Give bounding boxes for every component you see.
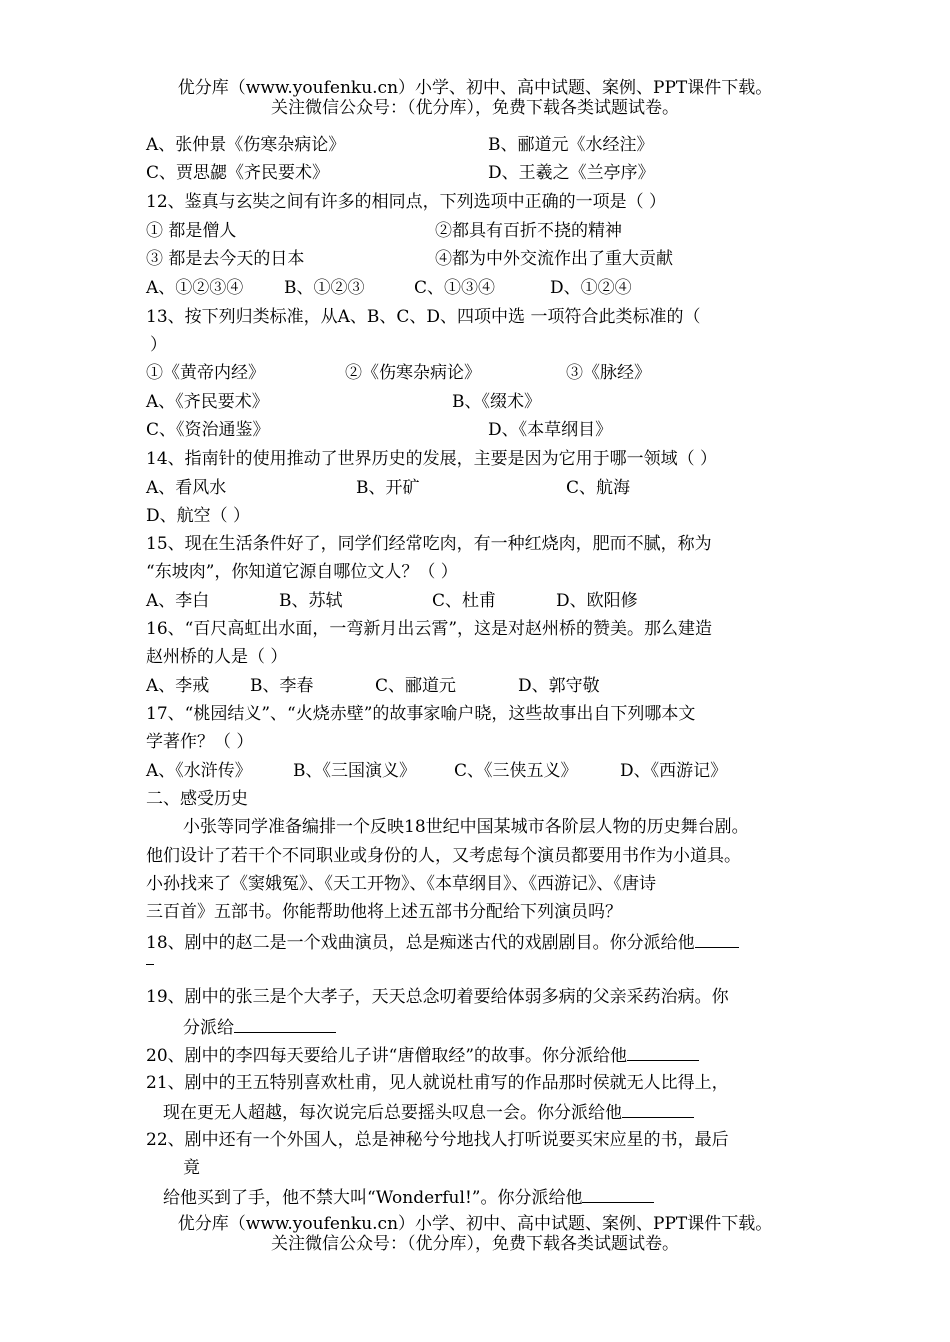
q12-statement-4: ④都为中外交流作出了重大贡献	[435, 249, 673, 269]
q13-option-c: C、《资治通鉴》	[146, 420, 270, 440]
q11-option-d: D、王羲之《兰亭序》	[488, 163, 655, 183]
q18-stem	[146, 929, 739, 955]
q22-stem: 22、剧中还有一个外国人，总是神秘兮兮地找人打听说要买宋应星的书，最后	[146, 1130, 729, 1150]
q13-source-2: ②《伤寒杂病论》	[345, 363, 481, 383]
q15-option-b: B、苏轼	[279, 591, 343, 611]
q19-answer-blank[interactable]	[234, 1014, 336, 1033]
q22-stem-cont: 竟	[183, 1158, 200, 1178]
q16-option-d: D、郭守敬	[518, 676, 600, 696]
q13-source-3: ③《脉经》	[566, 363, 651, 383]
footer-line-1: 优分库（www.youfenku.cn）小学、初中、高中试题、案例、PPT课件下载。	[177, 1214, 773, 1234]
section-2-paragraph-line-1: 小张等同学准备编排一个反映18世纪中国某城市各阶层人物的历史舞台剧。	[183, 817, 749, 837]
q15-option-a: A、李白	[146, 591, 210, 611]
q17-option-c: C、《三侠五义》	[454, 761, 578, 781]
q15-option-d: D、欧阳修	[556, 591, 638, 611]
header-line-1: 优分库（www.youfenku.cn）小学、初中、高中试题、案例、PPT课件下载。	[177, 78, 773, 98]
q13-option-b: B、《缀术》	[452, 392, 541, 412]
section-2-paragraph-line-2: 他们设计了若干个不同职业或身份的人，又考虑每个演员都要用书作为小道具。	[146, 846, 741, 866]
q15-stem-cont: “东坡肉”，你知道它源自哪位文人？（ ）	[146, 562, 458, 582]
q12-option-c: C、①③④	[414, 278, 496, 298]
q19-stem-cont	[183, 1014, 336, 1040]
q14-option-b: B、开矿	[356, 478, 420, 498]
q14-option-c: C、航海	[566, 478, 631, 498]
q20-stem	[146, 1042, 699, 1068]
q12-stem: 12、鉴真与玄奘之间有许多的相同点，下列选项中正确的一项是（ ）	[146, 192, 667, 212]
q13-option-a: A、《齐民要术》	[146, 392, 269, 412]
q21-stem: 21、剧中的王五特别喜欢杜甫，见人就说杜甫写的作品那时侯就无人比得上，	[146, 1073, 729, 1093]
q12-option-a: A、①②③④	[146, 278, 244, 298]
q12-statement-3: ③ 都是去今天的日本	[146, 249, 305, 269]
q14-option-d: D、航空（ ）	[146, 506, 251, 526]
q16-option-c: C、郦道元	[375, 676, 457, 696]
q16-option-a: A、李戒	[146, 676, 210, 696]
q21-stem-cont	[163, 1099, 694, 1125]
q19-text: 分派给	[183, 1018, 234, 1038]
q20-answer-blank[interactable]	[627, 1042, 699, 1061]
q22-answer-blank[interactable]	[582, 1184, 654, 1203]
footer-line-2: 关注微信公众号：（优分库），免费下载各类试题试卷。	[271, 1234, 679, 1254]
section-2-paragraph-line-4: 三百首》五部书。你能帮助他将上述五部书分配给下列演员吗？	[146, 902, 622, 922]
q17-stem: 17、“桃园结义”、“火烧赤壁”的故事家喻户晓，这些故事出自下列哪本文	[146, 704, 696, 724]
q14-stem: 14、指南针的使用推动了世界历史的发展，主要是因为它用于哪一领域（ ）	[146, 449, 718, 469]
q21-answer-blank[interactable]	[622, 1099, 694, 1118]
q18-text: 18、剧中的赵二是一个戏曲演员，总是痴迷古代的戏剧剧目。你分派给他	[146, 933, 695, 953]
q15-option-c: C、杜甫	[432, 591, 497, 611]
q20-text: 20、剧中的李四每天要给儿子讲“唐僧取经”的故事。你分派给他	[146, 1046, 628, 1066]
q12-option-b: B、①②③	[284, 278, 365, 298]
q16-stem-cont: 赵州桥的人是（ ）	[146, 647, 288, 667]
section-2-title: 二、感受历史	[146, 789, 248, 809]
q21-text: 现在更无人超越，每次说完后总要摇头叹息一会。你分派给他	[163, 1103, 622, 1123]
q22-stem-cont-2	[163, 1184, 654, 1210]
header-line-2: 关注微信公众号：（优分库），免费下载各类试题试卷。	[271, 98, 679, 118]
q22-text: 给他买到了手，他不禁大叫“Wonderful!”。你分派给他	[163, 1188, 583, 1208]
q14-option-a: A、看风水	[146, 478, 227, 498]
q13-stem: 13、按下列归类标准，从A、B、C、D、四项中选 一项符合此类标准的（	[146, 307, 701, 327]
q13-option-d: D、《本草纲目》	[488, 420, 613, 440]
q17-stem-cont: 学著作？（ ）	[146, 732, 254, 752]
q11-option-b: B、郦道元《水经注》	[488, 135, 654, 155]
q17-option-a: A、《水浒传》	[146, 761, 252, 781]
q18-answer-blank[interactable]	[695, 929, 739, 948]
q15-stem: 15、现在生活条件好了，同学们经常吃肉，有一种红烧肉，肥而不腻，称为	[146, 534, 712, 554]
q12-option-d: D、①②④	[550, 278, 632, 298]
q11-option-c: C、贾思勰《齐民要术》	[146, 163, 330, 183]
q12-statement-2: ②都具有百折不挠的精神	[435, 221, 622, 241]
q16-stem: 16、“百尺高虹出水面，一弯新月出云霄”，这是对赵州桥的赞美。那么建造	[146, 619, 713, 639]
q12-statement-1: ① 都是僧人	[146, 221, 237, 241]
q11-option-a: A、张仲景《伤寒杂病论》	[146, 135, 346, 155]
q19-stem: 19、剧中的张三是个大孝子，天天总念叨着要给体弱多病的父亲采药治病。你	[146, 987, 729, 1007]
q17-option-b: B、《三国演义》	[293, 761, 416, 781]
q18-answer-blank-cont[interactable]	[146, 952, 154, 965]
q13-stem-cont: ）	[150, 335, 167, 355]
q13-source-1: ①《黄帝内经》	[146, 363, 265, 383]
section-2-paragraph-line-3: 小孙找来了《窦娥冤》、《天工开物》、《本草纲目》、《西游记》、《唐诗	[146, 874, 656, 894]
q17-option-d: D、《西游记》	[620, 761, 728, 781]
q16-option-b: B、李春	[250, 676, 314, 696]
